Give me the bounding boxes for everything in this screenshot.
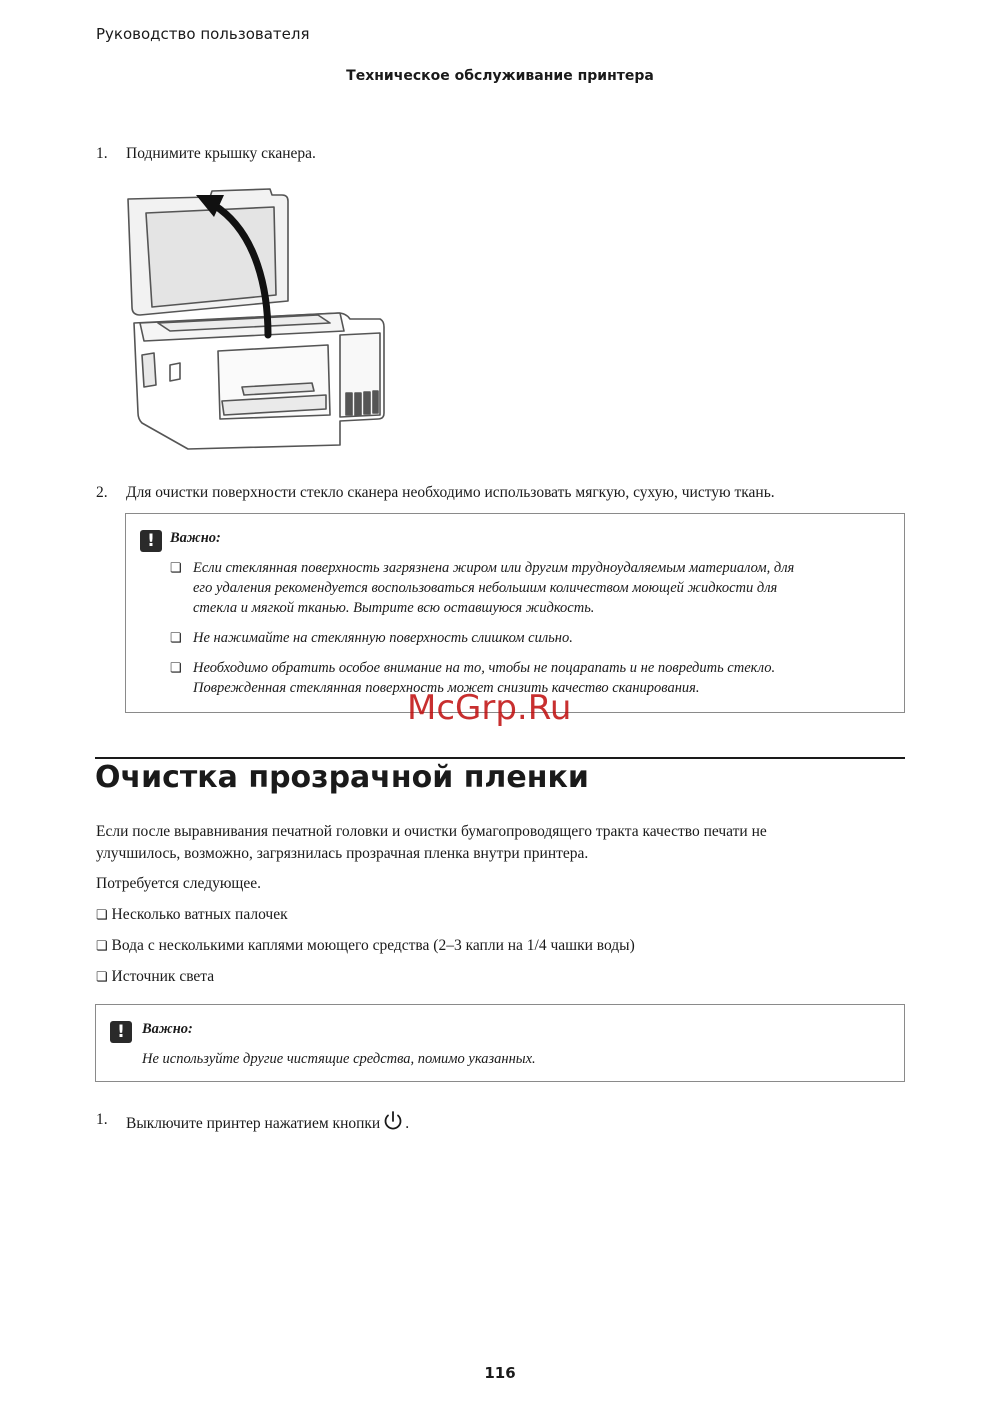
list-item — [96, 936, 896, 956]
note-title: Важно: — [142, 1021, 193, 1037]
step-text-wrap — [126, 1110, 409, 1134]
checkbox-bullet-icon: ❏ — [96, 938, 108, 953]
note-line: Если стеклянная поверхность загрязнена жиром или другим трудноудаляемым материалом, для — [193, 560, 795, 576]
warning-icon: ! — [110, 1021, 132, 1043]
list-item-text: Вода с несколькими каплями моющего средства (2–3 капли на 1/4 чашки воды) — [111, 937, 635, 954]
step-number: 2. — [96, 484, 108, 501]
list-item-text: Источник света — [111, 968, 215, 985]
list-item-text: Несколько ватных палочек — [111, 906, 288, 923]
step-2 — [96, 483, 906, 503]
step-text: Выключите принтер нажатием кнопки — [126, 1115, 381, 1132]
step-text-end: . — [405, 1115, 410, 1132]
step-1 — [96, 144, 896, 164]
intro-line: Если после выравнивания печатной головки и очистки бумагопроводящего тракта качество печати не — [96, 823, 767, 840]
step-number: 1. — [96, 1111, 108, 1128]
step-1-power-off — [96, 1110, 896, 1134]
list-item — [96, 967, 896, 987]
checkbox-bullet-icon: ❏ — [96, 969, 108, 984]
section-header: Техническое обслуживание принтера — [346, 68, 654, 84]
section-divider — [95, 757, 905, 759]
checkbox-bullet-icon: ❏ — [170, 560, 182, 575]
checkbox-bullet-icon: ❏ — [96, 907, 108, 922]
checkbox-bullet-icon: ❏ — [170, 660, 182, 675]
note-text: Не используйте другие чистящие средства, помимо указанных. — [142, 1051, 536, 1067]
watermark: McGrp.Ru — [407, 688, 572, 728]
checkbox-bullet-icon: ❏ — [170, 630, 182, 645]
list-item — [96, 905, 896, 925]
note-line: его удаления рекомендуется воспользоваться небольшим количеством моющей жидкости для — [193, 580, 778, 596]
note-title: Важно: — [170, 530, 221, 546]
note-line: Не нажимайте на стеклянную поверхность слишком сильно. — [193, 630, 573, 646]
printer-scanner-lid-open-illustration — [118, 183, 393, 458]
note-item — [170, 558, 900, 618]
intro-line: улучшилось, возможно, загрязнилась прозрачная пленка внутри принтера. — [96, 845, 589, 862]
step-number: 1. — [96, 145, 108, 162]
intro-paragraph — [96, 821, 906, 865]
page-number: 116 — [484, 1364, 516, 1382]
important-note — [125, 513, 905, 713]
warning-icon: ! — [140, 530, 162, 552]
power-icon — [382, 1110, 404, 1132]
requirements-lead: Потребуется следующее. — [96, 875, 261, 892]
step-text: Для очистки поверхности стекло сканера необходимо использовать мягкую, сухую, чистую ткань. — [126, 484, 775, 501]
note-item — [170, 628, 900, 648]
note-line: Необходимо обратить особое внимание на то, чтобы не поцарапать и не повредить стекло. — [193, 660, 776, 676]
section-heading: Очистка прозрачной пленки — [95, 760, 589, 795]
step-text: Поднимите крышку сканера. — [126, 145, 316, 162]
important-note — [95, 1004, 905, 1082]
note-line: Поврежденная стеклянная поверхность может снизить качество сканирования. — [193, 680, 700, 696]
note-line: стекла и мягкой тканью. Вытрите всю оставшуюся жидкость. — [193, 600, 595, 616]
running-header: Руководство пользователя — [96, 25, 310, 43]
